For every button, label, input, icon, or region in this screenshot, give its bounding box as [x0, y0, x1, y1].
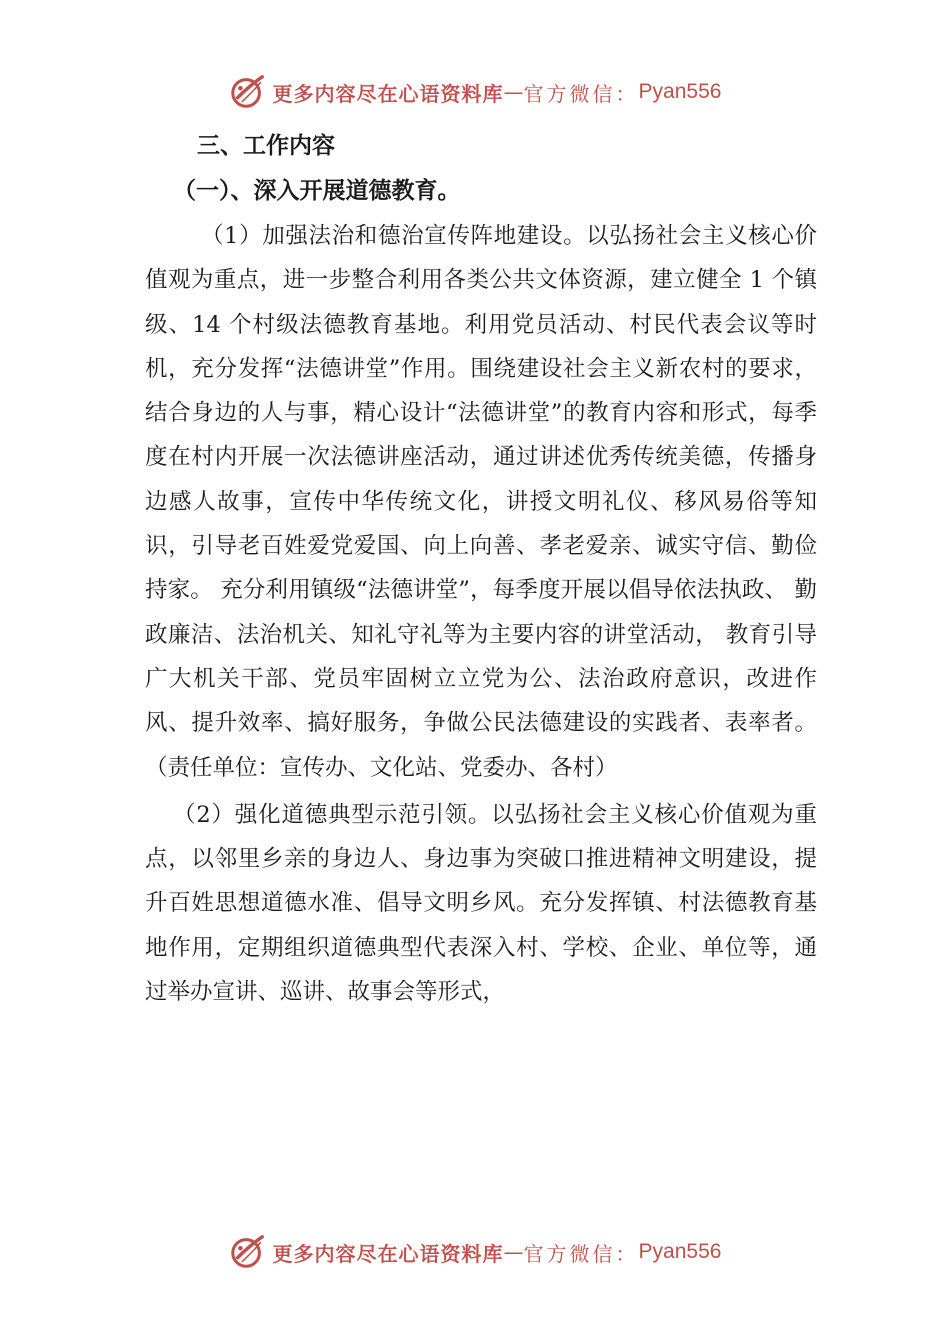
watermark-label: 官方微信： — [523, 81, 639, 106]
watermark-wechat-id: Pyan556 — [638, 1240, 722, 1263]
footer-watermark — [0, 1230, 950, 1274]
watermark-label: 官方微信： — [523, 1241, 639, 1266]
watermark-text: 更多内容尽在心语资料库 — [272, 81, 504, 106]
paragraph-2: （2）强化道德典型示范引领。以弘扬社会主义核心价值观为重点，以邻里乡亲的身边人、身边事为突破口推进精神文明建设，提升百姓思想道德水准、倡导文明乡风。充分发挥镇、村法德教育基地作用，定期组织道德典型代表深入村、学校、企业、单位等，通过举办宣讲、巡讲、故事会等形式， — [145, 801, 817, 1006]
brush-logo-icon — [229, 73, 267, 111]
watermark-text: 更多内容尽在心语资料库 — [272, 1241, 504, 1266]
section-title: 三、工作内容 — [197, 133, 335, 159]
watermark-dash: — — [503, 80, 524, 104]
watermark-wechat-id: Pyan556 — [638, 80, 722, 103]
header-watermark — [0, 70, 950, 114]
watermark-dash: — — [503, 1240, 524, 1264]
brush-logo-icon — [229, 1233, 267, 1271]
document-body — [145, 124, 817, 1014]
subsection-title: （一）、深入开展道德教育。 — [173, 178, 461, 204]
paragraph-1: （1）加强法治和德治宣传阵地建设。以弘扬社会主义核心价值观为重点，进一步整合利用各类公共文体资源，建立健全 1 个镇级、14 个村级法德教育基地。利用党员活动、村民代表会议等时机，充分发挥“法德讲堂”作用。围绕建设社会主义新农村的要求，结合身边的人与事，精心设计“法德讲堂”的教育内容和形式，每季度在村内开展一次法德讲座活动，通过讲述优秀传统美德，传播身边感人故事，宣传中华传统文化，讲授文明礼仪、移风易俗等知识，引导老百姓爱党爱国、向上向善、孝老爱亲、诚实守信、勤俭持家。 充分利用镇级“法德讲堂”，每季度开展以倡导依法执政、 勤政廉洁、法治机关、知礼守礼等为主要内容的讲堂活动， 教育引导广大机关干部、党员牢固树立立党为公、法治政府意识，改进作风、提升效率、搞好服务，争做公民法德建设的实践者、表率者。（责任单位：宣传办、文化站、党委办、各村） — [145, 223, 817, 781]
